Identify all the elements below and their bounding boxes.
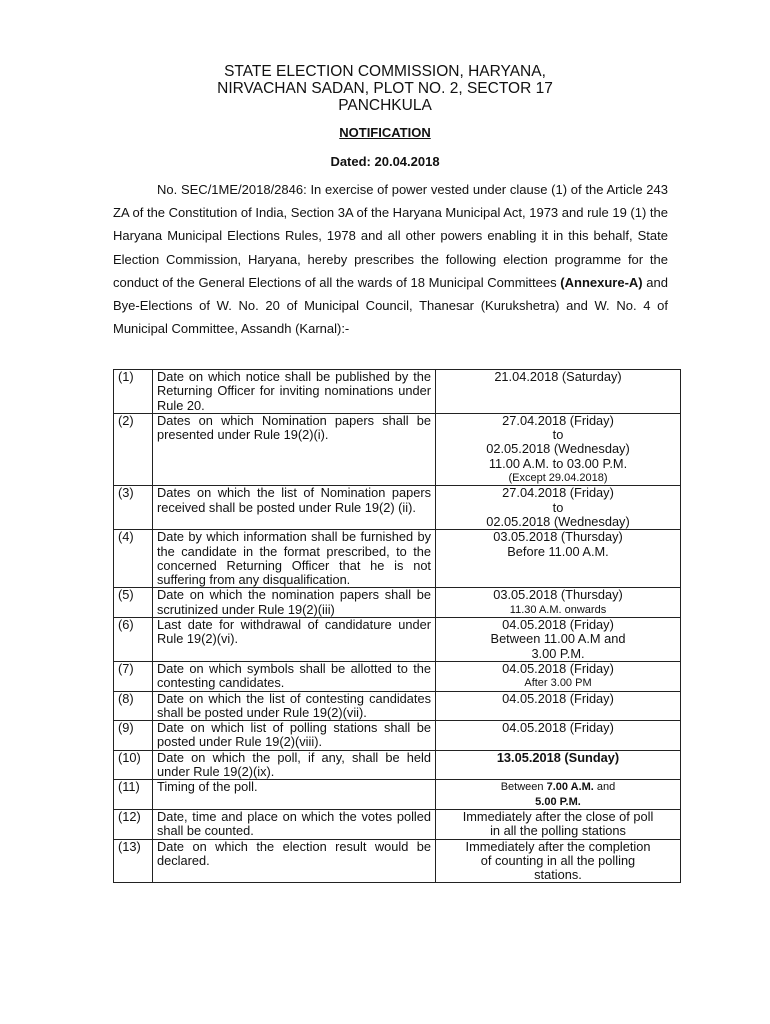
row-number: (7) — [114, 661, 153, 691]
value-line: stations. — [534, 867, 582, 883]
table-row — [114, 618, 681, 662]
row-number: (11) — [114, 780, 153, 810]
row-description: Date by which information shall be furnished by the candidate in the format prescribed, to the concerned Returning Officer that he is not suffering from any disqualification. — [153, 530, 436, 588]
row-value — [436, 839, 681, 883]
row-number: (4) — [114, 530, 153, 588]
table-row — [114, 780, 681, 810]
value-line: 02.05.2018 (Wednesday) — [486, 513, 630, 529]
row-value — [436, 691, 681, 721]
value-line: 27.04.2018 (Friday) — [502, 485, 614, 501]
election-schedule-table — [113, 369, 681, 883]
row-number: (9) — [114, 721, 153, 751]
value-line: Immediately after the close of poll — [462, 808, 654, 824]
header-line-1: STATE ELECTION COMMISSION, HARYANA, — [224, 63, 546, 80]
row-value — [436, 588, 681, 618]
table-row — [114, 530, 681, 588]
notification-title: NOTIFICATION — [339, 125, 431, 140]
body-part-2: and Bye-Elections of W. No. 20 of Municipal Council, Thanesar (Kurukshetra) and W. No. 4 of Municipal Committee, Assandh (Karnal):- — [113, 274, 668, 337]
value-line: 04.05.2018 (Friday) — [502, 690, 614, 706]
row-value — [436, 661, 681, 691]
value-line: 21.04.2018 (Saturday) — [494, 369, 622, 384]
value-line: in all the polling stations — [490, 823, 626, 839]
value-line: 04.05.2018 (Friday) — [502, 720, 614, 736]
row-value — [436, 809, 681, 839]
value-line: to — [552, 427, 564, 443]
table-row — [114, 839, 681, 883]
table-row — [114, 588, 681, 618]
row-value — [436, 618, 681, 662]
value-line: 04.05.2018 (Friday) — [502, 660, 614, 676]
poll-timing-and: and — [593, 781, 616, 794]
value-line: Between 11.00 A.M and — [490, 631, 626, 647]
row-number: (6) — [114, 618, 153, 662]
row-number: (10) — [114, 750, 153, 780]
annexure-reference: (Annexure-A) — [560, 274, 643, 290]
table-row — [114, 661, 681, 691]
value-line: to — [552, 499, 564, 515]
row-value — [436, 413, 681, 485]
row-value — [436, 721, 681, 751]
value-line: 11.00 A.M. to 03.00 P.M. — [488, 455, 628, 471]
row-number: (5) — [114, 588, 153, 618]
table-row — [114, 370, 681, 414]
header-line-2: NIRVACHAN SADAN, PLOT NO. 2, SECTOR 17 — [217, 80, 553, 97]
value-line: 03.05.2018 (Thursday) — [493, 587, 623, 603]
row-number: (13) — [114, 839, 153, 883]
row-description: Date on which list of polling stations shall be posted under Rule 19(2)(viii). — [153, 721, 436, 751]
table-row — [114, 413, 681, 485]
value-line — [440, 780, 676, 794]
row-description: Date on which the list of contesting candidates shall be posted under Rule 19(2)(vii). — [153, 691, 436, 721]
row-number: (1) — [114, 370, 153, 414]
poll-start-time: 7.00 A.M. — [546, 781, 594, 794]
value-line: 03.05.2018 (Thursday) — [493, 529, 623, 545]
table-row — [114, 750, 681, 780]
value-line: Before 11.00 A.M. — [507, 543, 609, 559]
row-value — [436, 530, 681, 588]
value-line: 04.05.2018 (Friday) — [502, 617, 614, 633]
row-description: Date on which the nomination papers shall be scrutinized under Rule 19(2)(iii) — [153, 588, 436, 618]
row-value — [436, 370, 681, 414]
row-description: Last date for withdrawal of candidature under Rule 19(2)(vi). — [153, 618, 436, 662]
value-note: (Except 29.04.2018) — [508, 472, 608, 485]
header-line-3: PANCHKULA — [338, 97, 432, 114]
row-description: Date on which the election result would be declared. — [153, 839, 436, 883]
row-description: Dates on which Nomination papers shall be presented under Rule 19(2)(i). — [153, 413, 436, 485]
value-line: 13.05.2018 (Sunday) — [496, 749, 620, 765]
table-row — [114, 721, 681, 751]
poll-end-time: 5.00 P.M. — [535, 795, 581, 808]
row-number: (8) — [114, 691, 153, 721]
value-line: 27.04.2018 (Friday) — [502, 412, 614, 428]
value-line: 3.00 P.M. — [531, 645, 585, 661]
letterhead — [0, 63, 770, 114]
row-value — [436, 486, 681, 530]
value-line: of counting in all the polling — [480, 852, 636, 868]
row-number: (12) — [114, 809, 153, 839]
body-part-1: No. SEC/1ME/2018/2846: In exercise of power vested under clause (1) of the Article 243 ZA of the Constitution of India, Section 3A of the Haryana Municipal Act, 1973 and rule 19 (1) the Haryana Municipal Elections Rules, 1978 and all other powers enabling it in this behalf, State Election Commission, Haryana, hereby prescribes the following election programme for the conduct of the General Elections of all the wards of 18 Municipal Committees — [113, 182, 669, 290]
value-note: After 3.00 PM — [524, 677, 592, 690]
value-note: 11.30 A.M. onwards — [509, 603, 607, 616]
row-description: Timing of the poll. — [153, 780, 436, 810]
row-value — [436, 780, 681, 810]
row-description: Date on which the poll, if any, shall be held under Rule 19(2)(ix). — [153, 750, 436, 780]
value-line: Immediately after the completion — [465, 838, 651, 854]
table-row — [114, 486, 681, 530]
table-row — [114, 809, 681, 839]
row-value — [436, 750, 681, 780]
value-line: 02.05.2018 (Wednesday) — [486, 441, 630, 457]
notification-body — [113, 178, 668, 340]
table-row — [114, 691, 681, 721]
row-description: Date on which notice shall be published by the Returning Officer for inviting nominations under Rule 20. — [153, 370, 436, 414]
row-description: Date on which symbols shall be allotted to the contesting candidates. — [153, 661, 436, 691]
poll-timing-prefix: Between — [500, 781, 547, 794]
row-number: (2) — [114, 413, 153, 485]
row-description: Dates on which the list of Nomination papers received shall be posted under Rule 19(2) (ii). — [153, 486, 436, 530]
notification-date: Dated: 20.04.2018 — [330, 154, 440, 169]
row-number: (3) — [114, 486, 153, 530]
row-description: Date, time and place on which the votes polled shall be counted. — [153, 809, 436, 839]
